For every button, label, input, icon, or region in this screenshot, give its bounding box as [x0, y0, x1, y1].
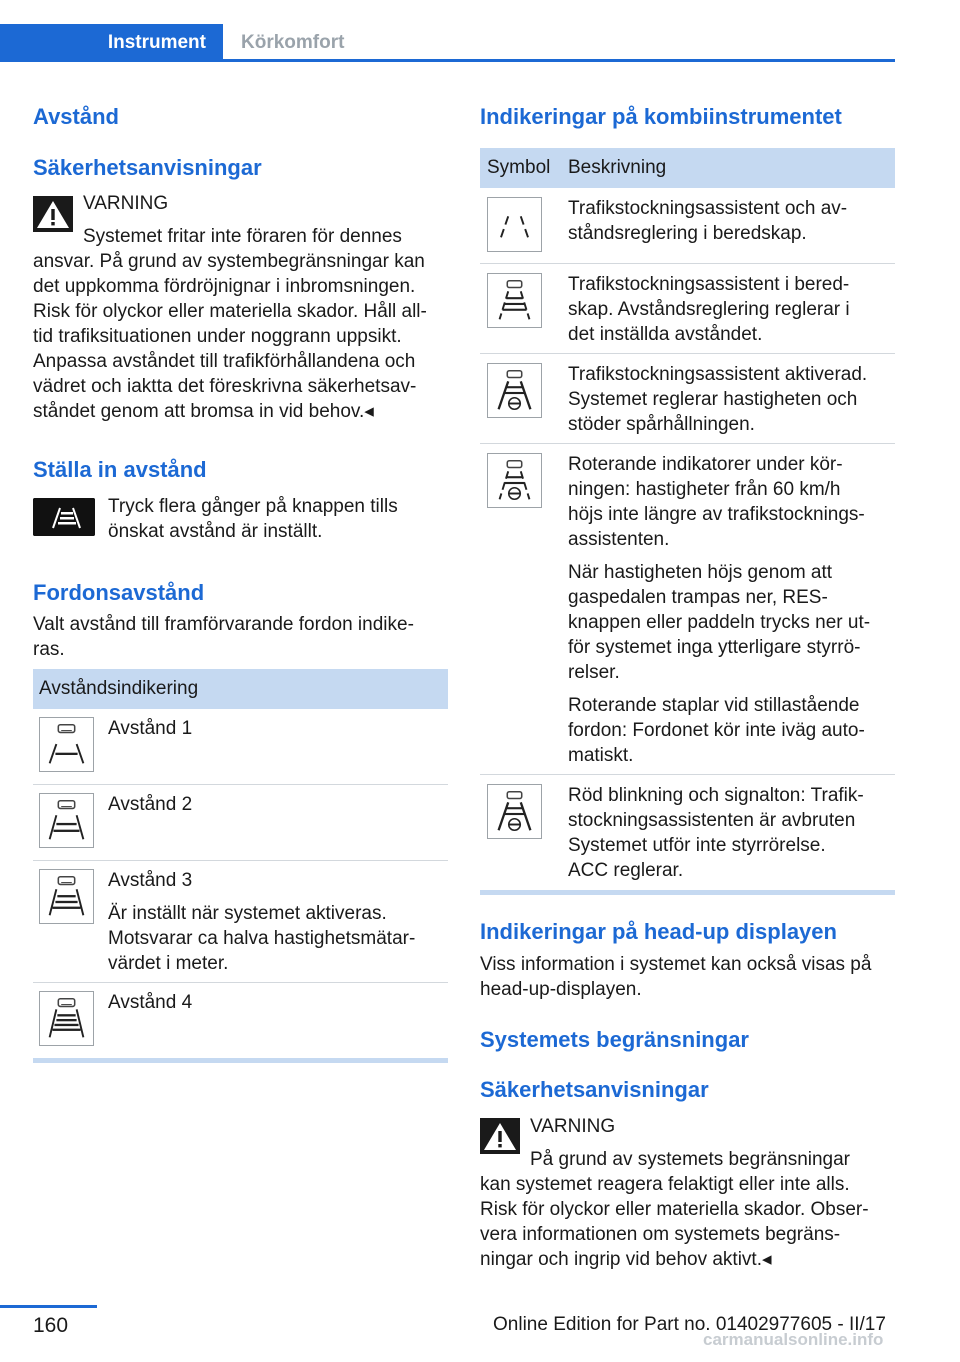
tab-korkomfort[interactable]: Körkomfort	[241, 32, 345, 53]
distance-1-label: Avstånd 1	[108, 718, 193, 739]
distance-2-icon	[39, 793, 94, 848]
footer-accent-line	[0, 1305, 97, 1308]
vehicle-line-2: ras.	[33, 639, 65, 660]
row5-line-3: Systemet utför inte styrrörelse.	[568, 835, 826, 856]
warning-line-6: Anpassa avståndet till trafikförhållandena och	[33, 351, 416, 372]
row4-p3-line-3: matiskt.	[568, 745, 634, 766]
warning-label-right: VARNING	[530, 1116, 616, 1137]
assist-ready-icon	[487, 273, 542, 328]
row4-p1-line-4: assistenten.	[568, 529, 670, 550]
safety-heading: Säkerhetsanvisningar	[33, 155, 262, 180]
row5-line-4: ACC reglerar.	[568, 860, 684, 881]
set-line-1: Tryck flera gånger på knappen tills	[108, 496, 398, 517]
row1-line-2: ståndsreglering i beredskap.	[568, 223, 807, 244]
row4-p2-line-2: gaspedalen trampas ner, RES-	[568, 587, 828, 608]
hud-heading: Indikeringar på head-up displayen	[480, 919, 837, 944]
row4-p1-line-3: höjs inte längre av trafikstocknings‐	[568, 504, 865, 525]
row5-line-1: Röd blinkning och signalton: Trafik‐	[568, 785, 864, 806]
row4-p2-line-1: När hastigheten höjs genom att	[568, 562, 833, 583]
cluster-table-header	[480, 148, 895, 188]
standby-symbol-icon	[487, 197, 542, 252]
row3-line-3: stöder spårhållningen.	[568, 414, 755, 435]
row5-line-2: stockningsassistenten är avbruten	[568, 810, 856, 831]
row4-p1-line-2: ningen: hastigheter från 60 km/h	[568, 479, 841, 500]
row-divider	[480, 443, 895, 444]
row2-line-2: skap. Avståndsreglering reglerar i	[568, 299, 850, 320]
hud-line-2: head-up-displayen.	[480, 979, 642, 1000]
distance-table-header	[33, 669, 448, 709]
edition-text: Online Edition for Part no. 01402977605 - II/17	[493, 1314, 886, 1335]
vehicle-line-1: Valt avstånd till framförvarande fordon indike‐	[33, 614, 414, 635]
warning-line-8: ståndet genom att bromsa in vid behov.◂	[33, 401, 374, 422]
warning-right-line-5: ningar och ingrip vid behov aktivt.◂	[480, 1249, 772, 1270]
safety-heading-right: Säkerhetsanvisningar	[480, 1077, 709, 1102]
row3-line-2: Systemet reglerar hastigheten och	[568, 389, 858, 410]
assist-aborted-icon	[487, 784, 542, 839]
distance-4-icon	[39, 991, 94, 1046]
watermark: carmanualsonline.info	[703, 1330, 884, 1349]
hud-line-1: Viss information i systemet kan också visas på	[480, 954, 872, 975]
section-title-avstand: Avstånd	[33, 104, 119, 129]
distance-4-label: Avstånd 4	[108, 992, 193, 1013]
warning-icon	[480, 1118, 520, 1154]
row-divider	[480, 774, 895, 775]
chapter-tabs	[0, 24, 895, 62]
row3-line-1: Trafikstockningsassistent aktiverad.	[568, 364, 868, 385]
table-end-bar	[33, 1058, 448, 1063]
row2-line-1: Trafikstockningsassistent i bered‐	[568, 274, 850, 295]
distance-2-label: Avstånd 2	[108, 794, 193, 815]
row4-p3-line-1: Roterande staplar vid stillastående	[568, 695, 860, 716]
warning-line-2: ansvar. På grund av systembegränsningar kan	[33, 251, 425, 272]
distance-table-header-label: Avståndsindikering	[39, 678, 199, 699]
warning-right-line-4: vera informationen om systemets begräns‐	[480, 1224, 841, 1245]
distance-3-line-3: värdet i meter.	[108, 953, 229, 974]
row4-p3-line-2: fordon: Fordonet kör inte iväg auto‐	[568, 720, 865, 741]
warning-right-line-1: På grund av systemets begränsningar	[530, 1149, 851, 1170]
col-description: Beskrivning	[568, 157, 667, 178]
cluster-heading: Indikeringar på kombiinstrumentet	[480, 104, 842, 129]
row-divider	[33, 982, 448, 983]
set-line-2: önskat avstånd är inställt.	[108, 521, 323, 542]
assist-active-icon	[487, 363, 542, 418]
warning-label: VARNING	[83, 193, 169, 214]
warning-line-1: Systemet fritar inte föraren för dennes	[83, 226, 402, 247]
row4-p1-line-1: Roterande indikatorer under kör‐	[568, 454, 843, 475]
row4-p2-line-3: knappen eller paddeln trycks ner ut‐	[568, 612, 871, 633]
row-divider	[480, 353, 895, 354]
distance-3-label: Avstånd 3	[108, 870, 193, 891]
row4-p2-line-4: för systemet inga ytterligare styrrö‐	[568, 637, 861, 658]
rotating-indicator-icon	[487, 453, 542, 508]
distance-3-line-2: Motsvarar ca halva hastighetsmätar‐	[108, 928, 416, 949]
distance-3-icon	[39, 869, 94, 924]
warning-icon	[33, 196, 73, 232]
limits-heading: Systemets begränsningar	[480, 1027, 749, 1052]
table-end-bar	[480, 890, 895, 895]
row2-line-3: det inställda avståndet.	[568, 324, 763, 345]
warning-right-line-3: Risk för olyckor eller materiella skador. Obser‐	[480, 1199, 869, 1220]
distance-1-icon	[39, 717, 94, 772]
row4-p2-line-5: relser.	[568, 662, 620, 683]
warning-right-line-2: kan systemet reagera felaktigt eller inte alls.	[480, 1174, 850, 1195]
row1-line-1: Trafikstockningsassistent och av‐	[568, 198, 848, 219]
warning-line-4: Risk för olyckor eller materiella skador. Håll all‐	[33, 301, 427, 322]
row-divider	[33, 784, 448, 785]
page-number: 160	[33, 1314, 69, 1337]
warning-line-3: det uppkomma fördröjnignar i inbromsningen.	[33, 276, 416, 297]
distance-3-line-1: Är inställt när systemet aktiveras.	[108, 903, 387, 924]
warning-line-7: vädret och iaktta det föreskrivna säkerhetsav‐	[33, 376, 417, 397]
tab-instrument[interactable]: Instrument	[0, 24, 223, 62]
vehicle-distance-heading: Fordonsavstånd	[33, 580, 205, 605]
row-divider	[480, 263, 895, 264]
set-distance-heading: Ställa in avstånd	[33, 457, 207, 482]
warning-line-5: tid trafiksituationen under noggrann uppsikt.	[33, 326, 402, 347]
col-symbol: Symbol	[487, 157, 551, 178]
distance-button-icon	[33, 498, 95, 536]
row-divider	[33, 860, 448, 861]
